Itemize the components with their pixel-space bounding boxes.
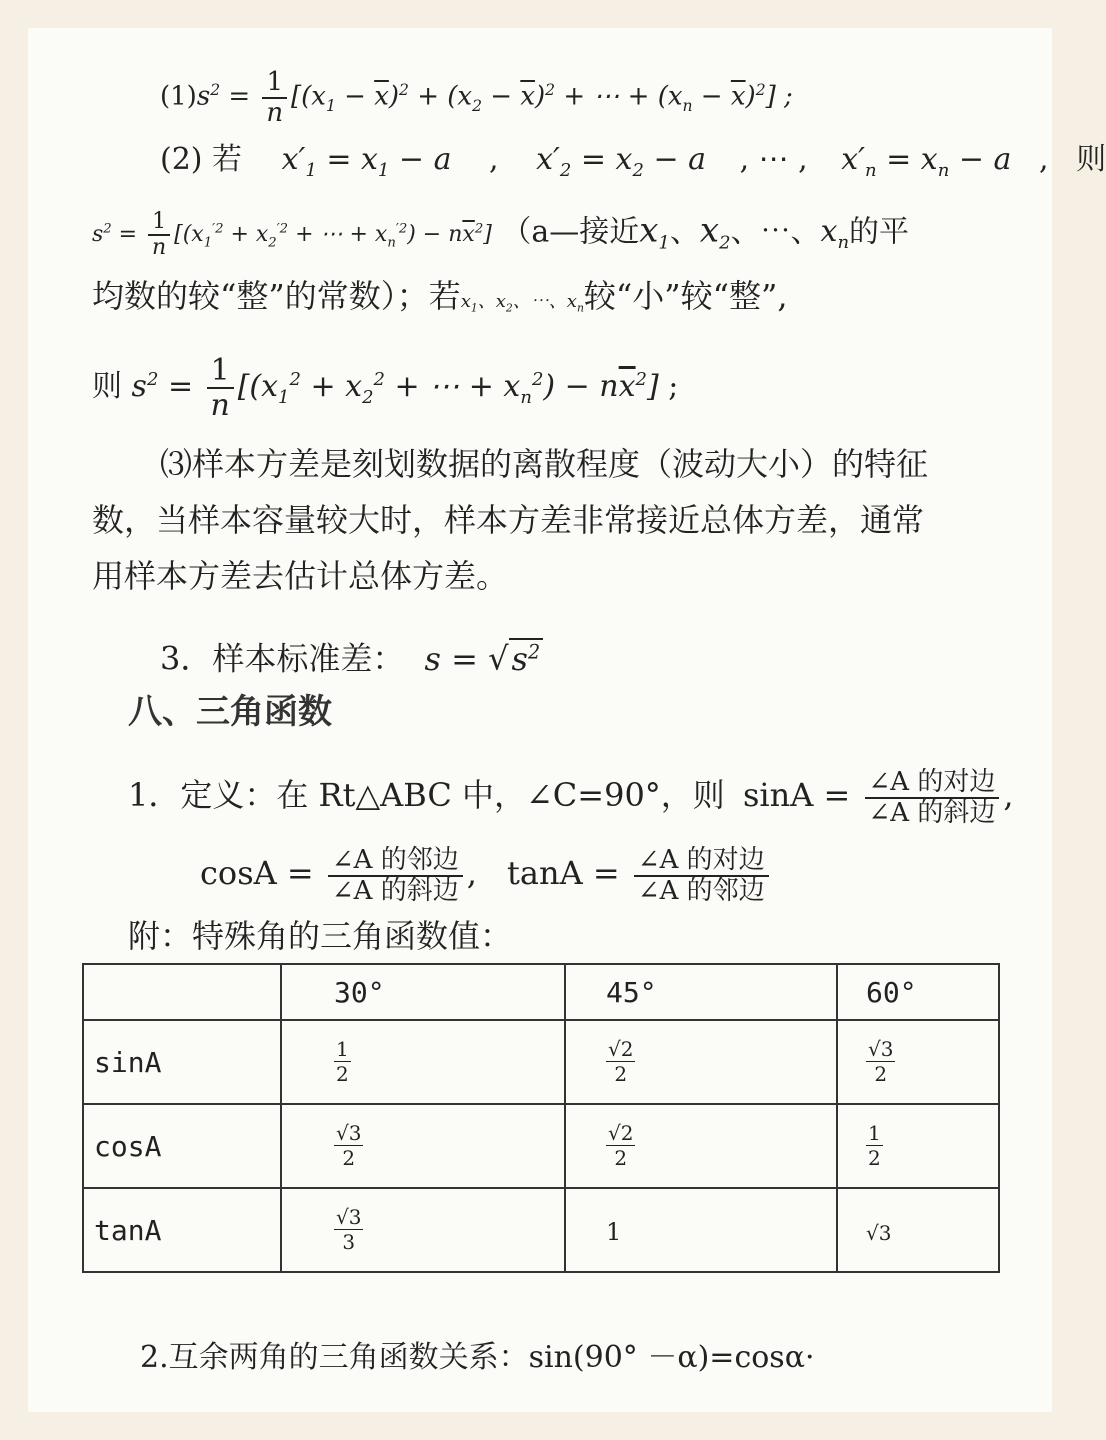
value-number: 1 (606, 1217, 622, 1246)
cos-label: cosA (200, 854, 277, 893)
then-word-2: 则 (92, 369, 122, 404)
note-open: （a—接近 (501, 214, 640, 250)
document-page (28, 28, 1106, 1412)
angle-header: 30° (281, 964, 565, 1020)
paragraph-3-line-2: 数，当样本容量较大时，样本方差非常接近总体方差，通常 (92, 501, 925, 539)
item-2-line: (2) 若 $x'_1 = x_1 - a$ , $x'_2 = x_2 - a$ , ⋯ , $x'_n = x_n - a$ , 则 (160, 142, 1106, 181)
table-row (83, 1020, 999, 1104)
variance-formula-1: $(1)s^2$ = $\frac{1}{n}$ [$(x_1 - \overline{x})^2 + (x_2 - \overline{x})^2$ + ⋯ + $(x_n - \overline{x})^2$] ; (160, 67, 793, 128)
complementary-angles-line: 2.互余两角的三角函数关系：sin(90° －α)=cosα· (140, 1340, 815, 1375)
table-header-row (83, 964, 999, 1020)
std-dev-line: 3．样本标准差： $s = √s^2$ (160, 632, 543, 679)
row-label: cosA (83, 1104, 281, 1188)
table-row (83, 1104, 999, 1188)
definition-line: 1．定义：在 Rt△ABC 中，∠C=90°，则 sinA = $\frac{\text{∠A 的对边}}{\text{∠A 的斜边}}$ , (128, 767, 1014, 828)
if-word: 若 (212, 142, 243, 177)
value-fraction: $\frac{√2}{2}$ (608, 1120, 634, 1170)
angle-header: 45° (565, 964, 837, 1020)
table-row (83, 1188, 999, 1272)
definition-label: 1．定义：在 Rt△ABC 中，∠C=90°，则 (128, 776, 725, 815)
value-fraction: $\frac{√2}{2}$ (608, 1036, 634, 1086)
variance-formula-2: 则 $s^2$ = $\frac{1}{n}$ [($x_1^2 + x_2^2$ + ⋯ + $x_n^2) - n\overline{x}^2$] ; (92, 353, 679, 423)
note-continuation-line: 均数的较“整”的常数）；若$x_1$、$x_2$、⋯、$x_n$较“小”较“整”, (92, 277, 788, 315)
table-corner-cell (83, 964, 281, 1020)
value-fraction: $\frac{√3}{3}$ (336, 1204, 362, 1254)
cos-tan-line: cosA = $\frac{\text{∠A 的邻边}}{\text{∠A 的斜边}}$ , tanA = $\frac{\text{∠A 的对边}}{\text{∠A 的邻边}}$ (200, 846, 773, 905)
value-fraction: $\frac{1}{2}$ (868, 1120, 881, 1170)
sin-fraction: $\frac{\text{∠A 的对边}}{\text{∠A 的斜边}}$ (865, 768, 1000, 827)
tan-fraction: $\frac{\text{∠A 的对边}}{\text{∠A 的邻边}}$ (634, 846, 769, 905)
section-heading: 八、三角函数 (128, 692, 332, 732)
item-1-label: (1) (160, 81, 197, 112)
value-number: √3 (866, 1220, 892, 1245)
note-end: 的平 (849, 214, 910, 250)
note-text-b: 较“小”较“整”, (583, 277, 788, 315)
angle-header: 60° (837, 964, 999, 1020)
std-dev-label: 3．样本标准差： (160, 639, 405, 678)
trig-values-table (82, 963, 1000, 1273)
tan-label: tanA (507, 854, 583, 893)
fraction: $\frac{1}{n}$ (262, 68, 287, 127)
cos-fraction: $\frac{\text{∠A 的邻边}}{\text{∠A 的斜边}}$ (328, 846, 463, 905)
note-text-a: 均数的较“整”的常数）；若 (92, 277, 461, 315)
then-word: 则 (1076, 142, 1106, 177)
row-label: sinA (83, 1020, 281, 1104)
shifted-variance-line: $s^2$ = $\frac{1}{n}$ [($x_1^{'2} + x_2^{'2}$ + ⋯ + $x_n^{'2}) - n\overline{x}^2$] （a—接近$x_1$、$x_2$、⋯、$x_n$的平 (92, 209, 910, 261)
paragraph-3-line-3: 用样本方差去估计总体方差。 (92, 557, 509, 595)
value-fraction: $\frac{1}{2}$ (336, 1036, 349, 1086)
value-fraction: $\frac{√3}{2}$ (868, 1036, 894, 1086)
value-fraction: $\frac{√3}{2}$ (336, 1120, 362, 1170)
item-2-label: (2) (160, 142, 203, 177)
paragraph-3-line-1: ⑶样本方差是刻划数据的离散程度（波动大小）的特征 (160, 445, 929, 483)
row-label: tanA (83, 1188, 281, 1272)
sin-label: sinA (742, 776, 814, 815)
appendix-label: 附：特殊角的三角函数值： (128, 917, 513, 955)
